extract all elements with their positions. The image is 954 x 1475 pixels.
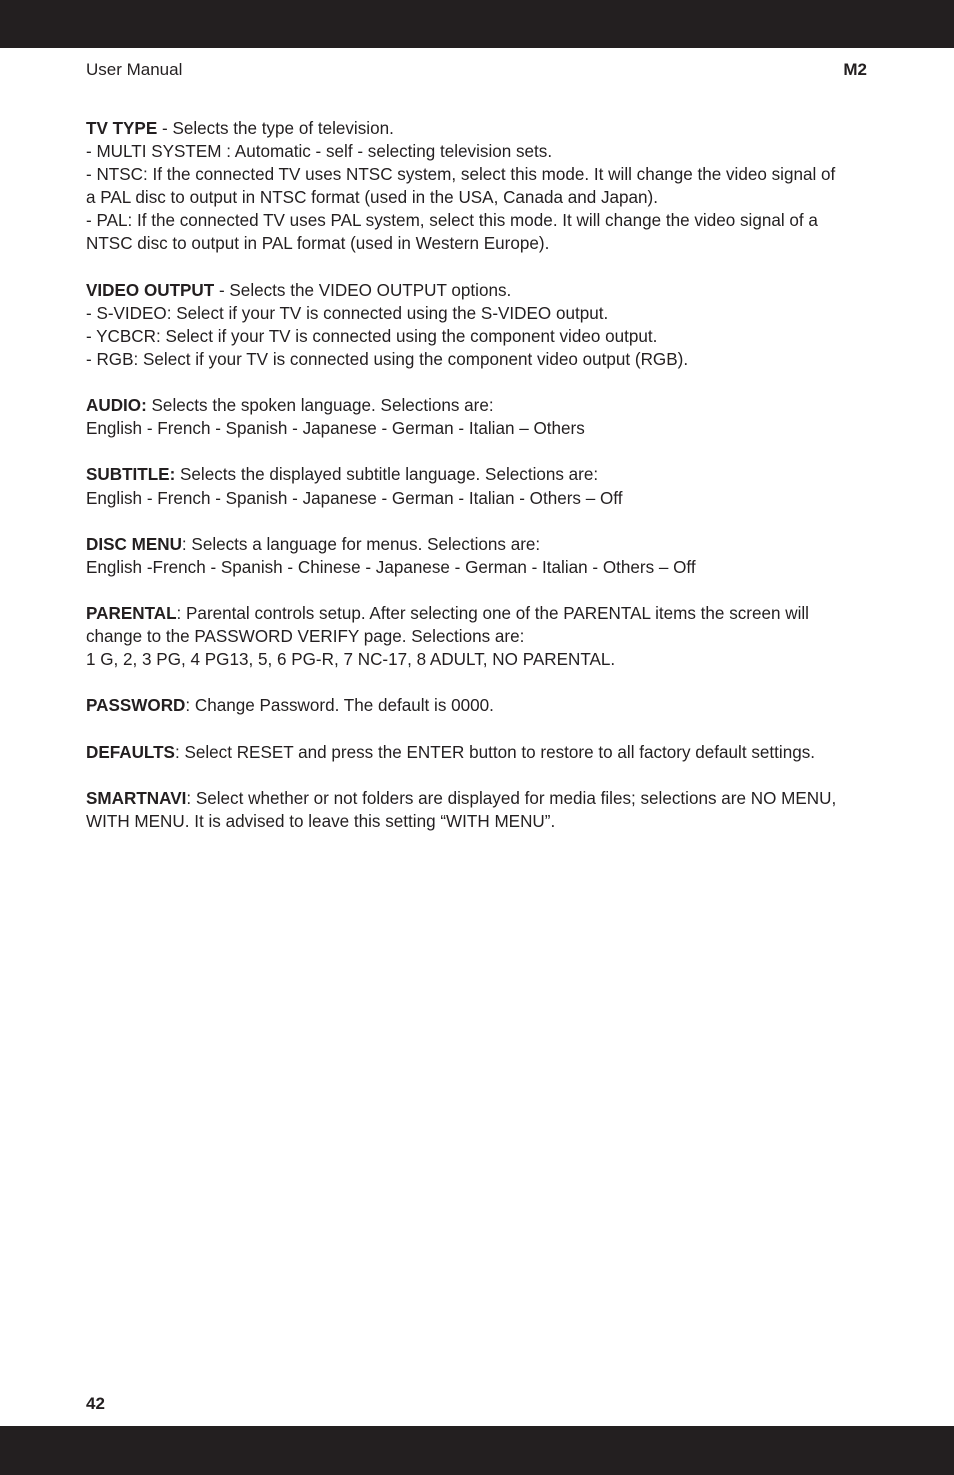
section-line: English - French - Spanish - Japanese - German - Italian - Others – Off	[86, 488, 623, 508]
section-tv-type	[86, 117, 868, 256]
section-line: NTSC disc to output in PAL format (used in Western Europe).	[86, 234, 550, 254]
footer-bar	[0, 1426, 954, 1475]
section-lead-line	[86, 279, 868, 302]
section-term: AUDIO:	[86, 396, 147, 416]
section-lead-line	[86, 463, 868, 486]
section-lead-line	[86, 117, 868, 140]
section-smartnavi	[86, 787, 868, 833]
section-lead-line	[86, 394, 868, 417]
section-description: : Parental controls setup. After selecting one of the PARENTAL items the screen will	[176, 603, 809, 623]
section-term: TV TYPE	[86, 119, 158, 138]
section-line: - PAL: If the connected TV uses PAL system, select this mode. It will change the video signal of a	[86, 211, 818, 231]
section-defaults	[86, 741, 868, 764]
section-subtitle	[86, 463, 868, 509]
section-video-output	[86, 279, 868, 371]
section-line: 1 G, 2, 3 PG, 4 PG13, 5, 6 PG-R, 7 NC-17, 8 ADULT, NO PARENTAL.	[86, 650, 616, 670]
section-lead-line	[86, 741, 868, 764]
section-term: PASSWORD	[86, 696, 186, 716]
section-term: VIDEO OUTPUT	[86, 280, 215, 300]
section-line: - NTSC: If the connected TV uses NTSC system, select this mode. It will change the video signal of	[86, 165, 836, 185]
section-line: - S-VIDEO: Select if your TV is connected using the S-VIDEO output.	[86, 303, 609, 323]
section-line: - MULTI SYSTEM : Automatic - self - selecting television sets.	[86, 142, 553, 162]
section-term: PARENTAL	[86, 603, 177, 623]
section-term: SMARTNAVI	[86, 788, 187, 808]
section-disc-menu	[86, 533, 868, 579]
section-line: English - French - Spanish - Japanese - German - Italian – Others	[86, 419, 585, 439]
section-parental	[86, 602, 868, 671]
header-bar	[0, 0, 954, 48]
document-title: User Manual	[86, 60, 183, 79]
section-description: : Select whether or not folders are displayed for media files; selections are NO MENU,	[186, 788, 837, 808]
section-description: - Selects the VIDEO OUTPUT options.	[214, 280, 512, 300]
manual-body	[86, 117, 868, 856]
section-term: SUBTITLE:	[86, 465, 176, 485]
section-lead-line	[86, 602, 868, 625]
section-description: - Selects the type of television.	[157, 119, 394, 138]
section-term: DISC MENU	[86, 534, 182, 554]
section-line: English -French - Spanish - Chinese - Japanese - German - Italian - Others – Off	[86, 557, 696, 577]
model-name: M2	[843, 60, 867, 79]
section-line: - YCBCR: Select if your TV is connected using the component video output.	[86, 326, 658, 346]
section-term: DEFAULTS	[86, 742, 175, 762]
section-description: Selects the displayed subtitle language. Selections are:	[175, 465, 599, 485]
section-description: : Change Password. The default is 0000.	[185, 696, 494, 716]
section-line: change to the PASSWORD VERIFY page. Selections are:	[86, 627, 525, 647]
section-line: WITH MENU. It is advised to leave this setting “WITH MENU”.	[86, 811, 556, 831]
section-password	[86, 694, 868, 717]
page-number: 42	[86, 1394, 105, 1413]
section-lead-line	[86, 533, 868, 556]
section-description: : Select RESET and press the ENTER button to restore to all factory default settings.	[174, 742, 816, 762]
section-audio	[86, 394, 868, 440]
section-description: : Selects a language for menus. Selections are:	[181, 534, 541, 554]
section-line: - RGB: Select if your TV is connected using the component video output (RGB).	[86, 349, 689, 369]
section-description: Selects the spoken language. Selections are:	[146, 396, 494, 416]
section-lead-line	[86, 694, 868, 717]
section-lead-line	[86, 787, 868, 810]
section-line: a PAL disc to output in NTSC format (used in the USA, Canada and Japan).	[86, 188, 658, 208]
